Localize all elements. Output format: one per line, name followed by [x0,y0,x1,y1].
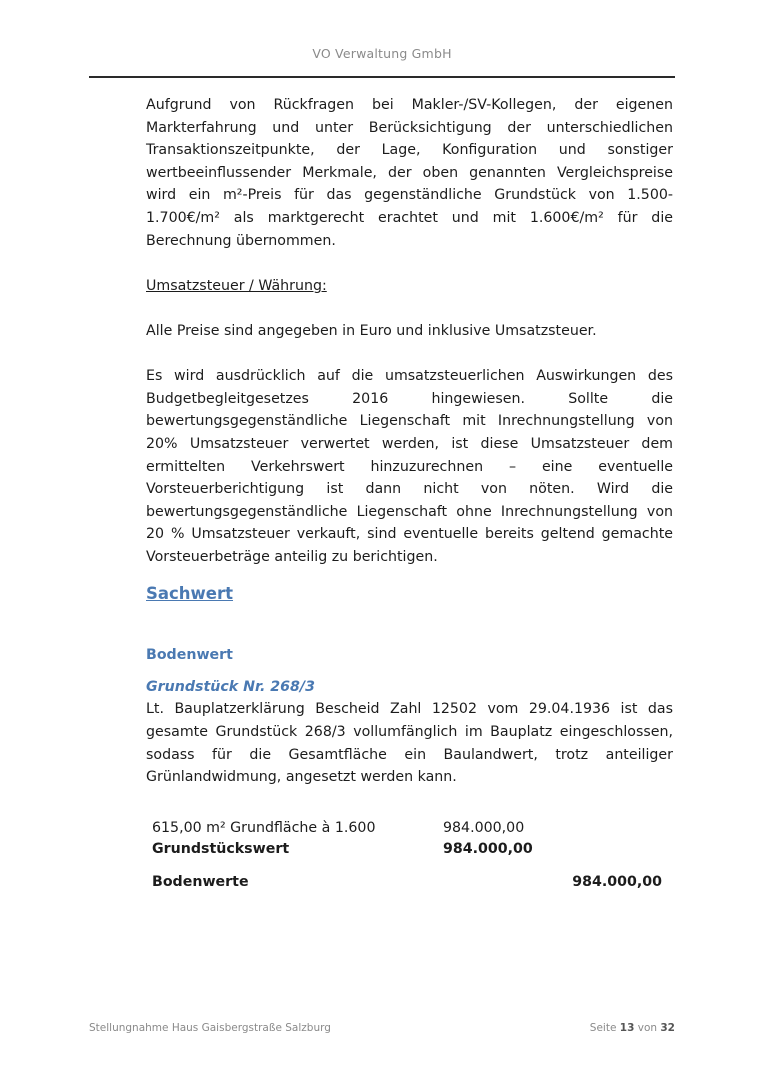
vat-paragraph-details: Es wird ausdrücklich auf die umsatzsteuerlichen Auswirkungen des Budgetbegleitgesetzes 2016 hingewiesen. Sollte die bewertungsgegenständliche Liegenschaft mit Inrechnungstellung von 20% Umsatzsteuer verwertet werden, ist diese Umsatzsteuer dem ermittelten Verkehrswert hinzuzurechnen – eine eventuelle Vorsteuerberichtigung ist dann nicht von nöten. Wird die bewertungsgegenständliche Liegenschaft ohne Inrechnungstellung von 20 % Umsatzsteuer verkauft, sind eventuelle bereits geltend gemachte Vorsteuerbeträge anteilig zu berichtigen. [146,368,673,565]
parcel-paragraph: Lt. Bauplatzerklärung Bescheid Zahl 12502 vom 29.04.1936 ist das gesamte Grundstück 268/3 vollumfänglich im Bauplatz eingeschlossen, sodass für die Gesamtfläche ein Baulandwert, trotz anteiliger Grünlandwidmung, angesetzt werden kann. [146,701,673,786]
footer-document-title: Stellungnahme Haus Gaisbergstraße Salzburg [89,1022,331,1034]
section-heading-sachwert: Sachwert [146,584,234,604]
calc-row-total [152,872,664,893]
page-separator: von [637,1022,658,1034]
page-prefix: Seite [589,1022,617,1034]
parcel-heading: Grundstück Nr. 268/3 [146,679,315,696]
header-company-name: VO Verwaltung GmbH [312,46,452,61]
calc-row-value: 984.000,00 [443,841,533,857]
vat-paragraph-currency: Alle Preise sind angegeben in Euro und inklusive Umsatzsteuer. [146,322,597,339]
calc-row-area [152,818,664,839]
page-total: 32 [660,1022,675,1034]
page-current: 13 [619,1022,635,1034]
calc-total-value: 984.000,00 [572,874,662,890]
calc-row-subtotal [152,839,664,860]
header-divider [89,76,675,78]
subheading-bodenwert: Bodenwert [146,647,233,664]
calc-total-label: Bodenwerte [152,874,249,890]
valuation-paragraph: Aufgrund von Rückfragen bei Makler-/SV-Kollegen, der eigenen Markterfahrung und unter Berücksichtigung der unterschiedlichen Transaktionszeitpunkte, der Lage, Konfiguration und sonstiger wertbeeinflussender Merkmale, der oben genannten Vergleichspreise wird ein m²-Preis für das gegenständliche Grundstück von 1.500-1.700€/m² als marktgerecht erachtet und mit 1.600€/m² für die Berechnung übernommen. [146,97,673,249]
vat-heading: Umsatzsteuer / Währung: [146,277,327,294]
footer-page-number [590,1022,675,1034]
calc-row-label: 615,00 m² Grundfläche à 1.600 [152,820,376,836]
calc-row-value: 984.000,00 [443,820,525,836]
land-value-calculation [152,818,664,893]
document-body [146,94,673,789]
calc-row-label: Grundstückswert [152,841,290,857]
